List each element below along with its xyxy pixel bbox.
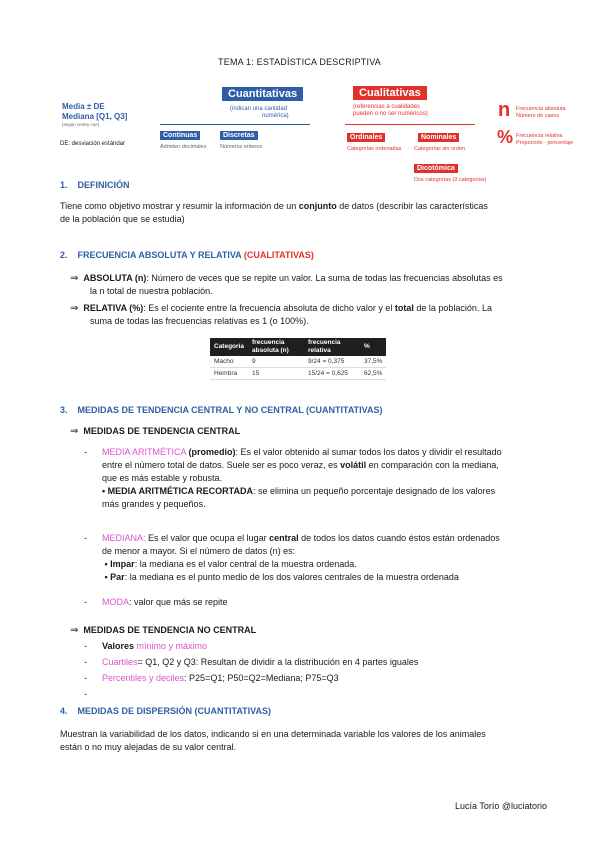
table-cell: Macho — [210, 356, 248, 368]
section-4-heading: 4. MEDIDAS DE DISPERSIÓN (CUANTITATIVAS) — [60, 706, 272, 716]
cuantitativas-line — [160, 124, 310, 125]
table-row — [210, 368, 386, 380]
dicotomica-box: Dicotómica — [414, 164, 458, 173]
cualitativas-box: Cualitativas — [353, 86, 427, 100]
pct-desc1: Frecuencia relativa — [516, 133, 563, 139]
table-row — [210, 356, 386, 368]
cuantitativas-sub2: numérica) — [262, 113, 289, 119]
tendencia-no-central-sub: ⇒ MEDIDAS DE TENDENCIA NO CENTRAL — [70, 625, 257, 636]
pct-symbol: % — [497, 127, 514, 147]
table-cell: Hembra — [210, 368, 248, 380]
n-symbol: n — [498, 99, 511, 121]
discretas-box: Discretas — [220, 131, 258, 140]
nominales-box: Nominales — [418, 133, 459, 142]
section-3-heading: 3. MEDIDAS DE TENDENCIA CENTRAL Y NO CENTRAL (CUANTITATIVAS) — [60, 405, 383, 415]
section-1-heading: 1. DEFINICIÓN — [60, 180, 130, 190]
cuantitativas-box: Cuantitativas — [222, 87, 303, 101]
cualitativas-line — [345, 124, 475, 125]
section-1-text: Tiene como objetivo mostrar y resumir la información de un conjunto de datos (describir las características de la población que se estudia) — [60, 201, 488, 224]
section-2-heading: 2. FRECUENCIA ABSOLUTA Y RELATIVA (CUALITATIVAS) — [60, 250, 314, 260]
pct-desc2: Proporción · porcentaje — [516, 140, 574, 146]
table-header-cell: % — [360, 338, 386, 356]
table-header-cell: frecuencia absoluta (n) — [248, 338, 304, 356]
tendencia-central-sub: ⇒ MEDIDAS DE TENDENCIA CENTRAL — [70, 426, 241, 437]
table-cell: 9/24 = 0,375 — [304, 356, 360, 368]
absoluta-item: ⇒ ABSOLUTA (n): Número de veces que se repite un valor. La suma de todas las frecuencias absolutas es la n total de nuestra población. — [70, 273, 503, 296]
de-label: DE: desviación estándar — [60, 141, 126, 147]
moda-item: - MODA: valor que más se repite — [84, 597, 228, 607]
cualitativas-sub1: (referencias a cualidades — [353, 104, 421, 110]
continuas-box: Continuas — [160, 131, 200, 140]
frequency-table — [210, 338, 386, 380]
n-desc2: Número de casos — [516, 113, 560, 119]
continuas-sub: Admiten decimales — [160, 144, 207, 150]
table-cell: 9 — [248, 356, 304, 368]
mediana-label: Mediana [Q1, Q3] — [62, 112, 128, 121]
ordinales-box: Ordinales — [347, 133, 385, 142]
ordinales-sub: Categorías ordenadas — [347, 146, 402, 152]
media-item: - MEDIA ARITMÉTICA (promedio): Es el valor obtenido al sumar todos los datos y dividir el resultado entre el número total de datos. Suele ser es poco veraz, es volátil en comparación con la mediana, que es más estable y robusta. • MEDIA ARITMÉTICA RECORTADA: se elimina un pequeño porcentaje designado de los valores más grandes y pequeños. — [84, 447, 502, 509]
mediana-sub: (según ventry cue) — [62, 122, 100, 127]
section-4-text: Muestran la variabilidad de los datos, indicando si en una determinada variable los valores de los animales están o no muy alejadas de su valor central. — [60, 729, 486, 752]
cuantitativas-sub1: (indican una cantidad — [230, 106, 288, 112]
table-header-cell: Categoría — [210, 338, 248, 356]
n-desc1: Frecuencia absoluta — [516, 106, 566, 112]
variable-types-diagram — [0, 80, 599, 190]
table-cell: 15 — [248, 368, 304, 380]
table-cell: 62,5% — [360, 368, 386, 380]
discretas-sub: Números enteros — [220, 144, 263, 150]
table-cell: 37,5% — [360, 356, 386, 368]
relativa-item: ⇒ RELATIVA (%): Es el cociente entre la frecuencia absoluta de dicho valor y el total de la población. La suma de todas las frecuencias relativas es 1 (o 100%). — [70, 303, 492, 326]
footer-author: Lucía Torío @luciatorio — [454, 801, 547, 811]
cualitativas-sub2: pueden o no ser numéricos) — [353, 111, 428, 117]
dicotomica-sub: Dos categorías (2 categorías) — [414, 177, 487, 183]
media-label: Media ± DE — [62, 102, 105, 111]
mediana-item: - MEDIANA: Es el valor que ocupa el lugar central de todos los datos cuando éstos están ordenados de menor a mayor. Si el número de datos (n) es: • Impar: la mediana es el valor central de la muestra ordenada. • Par: la mediana es el punto medio de los dos valores centrales de la muestra ordenada — [84, 533, 500, 582]
page-title: TEMA 1: ESTADÍSTICA DESCRIPTIVA — [218, 57, 381, 67]
nominales-sub: Categorías sin orden — [414, 146, 466, 152]
table-header-cell: frecuencia relativa — [304, 338, 360, 356]
table-cell: 15/24 = 0,625 — [304, 368, 360, 380]
no-central-list: - Valores mínimo y máximo - Cuartiles= Q1, Q2 y Q3: Resultan de dividir a la distribución en 4 partes iguales - Percentiles y deciles: P25=Q1; P50=Q2=Mediana; P75=Q3 - — [84, 641, 419, 699]
